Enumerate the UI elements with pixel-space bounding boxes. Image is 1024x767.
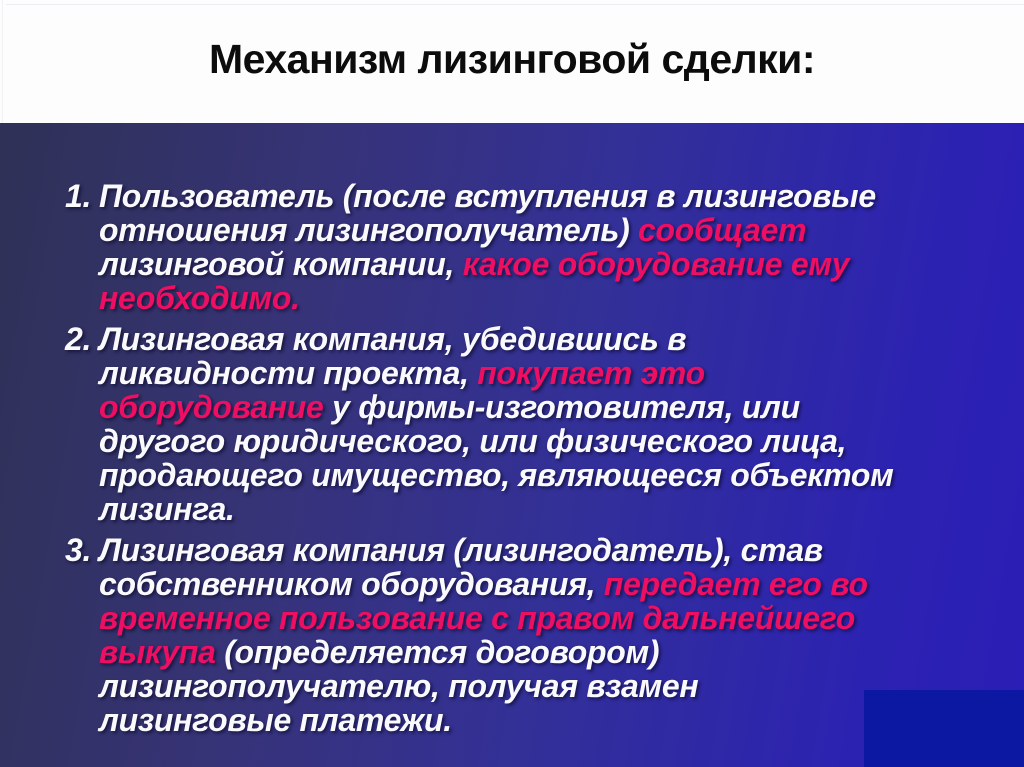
accent-text-segment: сообщает <box>638 212 807 248</box>
accent-text-segment: оборудование <box>99 389 324 425</box>
text-line <box>99 322 894 356</box>
text-line <box>99 390 894 424</box>
body-text-segment: Пользователь (после вступления в лизинговые <box>99 178 876 214</box>
slide-header <box>0 0 1024 123</box>
body-text-segment: отношения лизингополучатель) <box>99 212 639 248</box>
text-line <box>99 458 894 492</box>
accent-text-segment: временное пользование с правом дальнейшего <box>99 600 855 636</box>
text-line <box>99 179 876 213</box>
text-line <box>99 492 894 526</box>
text-line <box>99 533 868 567</box>
accent-text-segment: выкупа <box>99 634 216 670</box>
text-line <box>99 601 868 635</box>
body-text-segment: другого юридического, или физического лица, <box>99 423 847 459</box>
text-line <box>99 669 868 703</box>
body-text-segment: у фирмы-изготовителя, или <box>323 389 800 425</box>
text-line <box>99 567 868 601</box>
text-line <box>99 213 876 247</box>
accent-text-segment: передает его во <box>603 566 868 602</box>
body-text-segment: (определяется договором) <box>215 634 660 670</box>
text-line <box>99 281 876 315</box>
slide-title: Механизм лизинговой сделки: <box>208 36 816 82</box>
slide-body <box>0 123 1024 767</box>
body-text-segment: продающего имущество, являющееся объектом <box>99 457 894 493</box>
list-item <box>65 322 1024 526</box>
body-text-segment: собственником оборудования, <box>99 566 604 602</box>
item-number: 2. <box>65 321 92 357</box>
body-text-segment: Лизинговая компания (лизингодатель), став <box>99 532 823 568</box>
body-text-segment: ликвидности проекта, <box>99 355 478 391</box>
item-number: 1. <box>65 178 92 214</box>
accent-text-segment: какое оборудование ему <box>462 246 850 282</box>
accent-text-segment: покупает это <box>477 355 705 391</box>
text-line <box>99 703 868 737</box>
item-number: 3. <box>65 532 92 568</box>
item-text <box>99 533 868 737</box>
body-text-segment: лизинговой компании, <box>99 246 463 282</box>
text-line <box>99 635 868 669</box>
body-text-segment: лизинговые платежи. <box>99 702 452 738</box>
accent-text-segment: необходимо. <box>99 280 300 316</box>
body-text-segment: лизинга. <box>99 491 235 527</box>
item-text <box>99 322 894 526</box>
text-line <box>99 356 894 390</box>
body-text-segment: Лизинговая компания, убедившись в <box>99 321 687 357</box>
items-list <box>0 123 1024 737</box>
text-line <box>99 247 876 281</box>
text-line <box>99 424 894 458</box>
body-text-segment: лизингополучателю, получая взамен <box>99 668 699 704</box>
corner-decoration-square <box>864 690 1024 767</box>
item-text <box>99 179 876 315</box>
list-item <box>65 179 1024 315</box>
